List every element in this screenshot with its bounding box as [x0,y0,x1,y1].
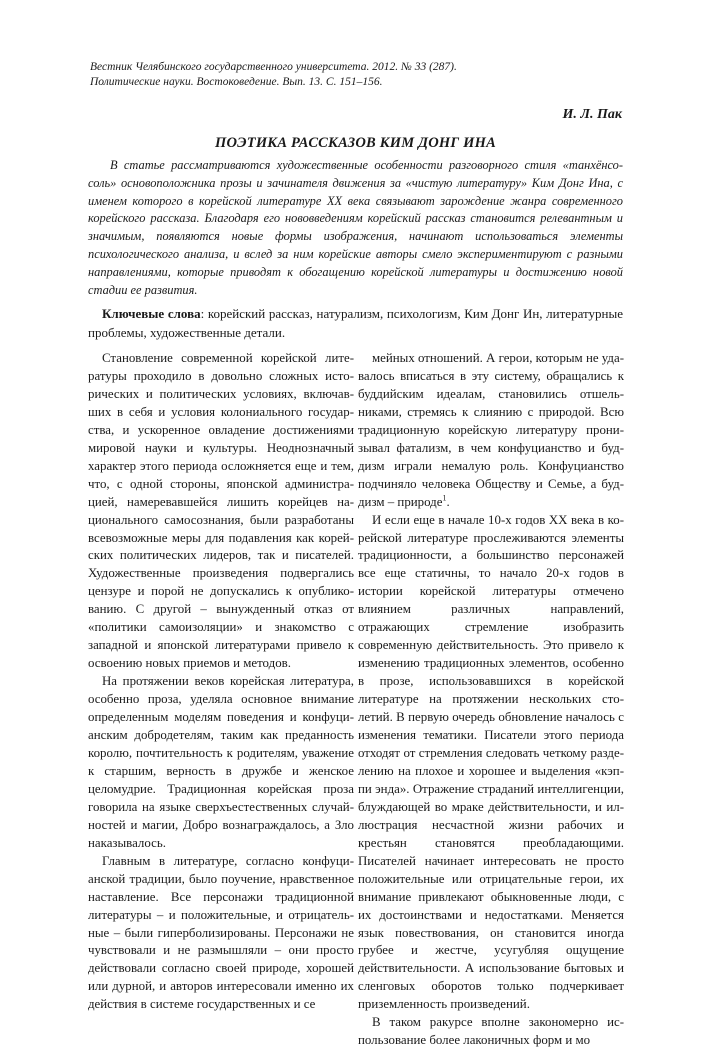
body-paragraph: И если еще в начале 10-х годов XX века в корейской литературе прослеживаются элементы традиционности, а большинство персонажей все еще статичны, то начало 20-х годов в истории корейской литературы отмечено влиянием различных направлений, отражающих стремление изобразить современную действительность. Это привело к изменению традиционных элементов, особенно в прозе, использовавшихся в корейской литературе на протяжении нескольких столетий. В первую очередь обновление началось с изменения тематики. Писатели этого периода отходят от стремления следовать четкому разделению на плохое и хорошее и выделения «кэппи энда». Отражение страданий интеллигенции, блуждающей во мраке действительности, и иллюстрация несчастной жизни рабочих и крестьян становятся преобладающими. Писателей начинает интересовать не просто положительные или отрицательные герои, их внимание привлекают обыкновенные люди, с их достоинствами и недостатками. Меняется язык повествования, он становится иногда грубее и жестче, усугубляя ощущение действительности. А использование бытовых и сленговых оборотов только подчеркивает приземленность произведений. [358,512,624,1012]
body-paragraph: На протяжении веков корейская литература, особенно проза, уделяла основное внимание определенным моделям поведения и конфуцианским добродетелям, таким как преданность королю, почтительность к родителям, уважение к старшим, верность в дружбе и женское целомудрие. Традиционная корейская проза говорила на языке сверхъестественных случайностей и магии, Добро вознаграждалось, а Зло наказывалось. [88,674,354,850]
journal-citation-line-2: Политические науки. Востоковедение. Вып. 13. С. 151–156. [90,76,383,88]
keywords-label: Ключевые слова [102,306,201,321]
body-paragraph: В таком ракурсе вполне закономерно использование более лаконичных форм и мо [358,1015,624,1048]
journal-citation-line-1: Вестник Челябинского государственного университета. 2012. № 33 (287). [90,61,457,73]
body-column-left [88,350,354,1014]
body-column-right [358,350,624,1050]
keywords-text: : корейский рассказ, натурализм, психологизм, Ким Донг Ин, литературные проблемы, художественные детали. [88,306,623,340]
body-paragraph: Становление современной корейской литературы проходило в довольно сложных исторических и политических условиях, включавших в себя и условия колониального государства, и ускоренное овладение достижениями мировой науки и культуры. Неоднозначный характер этого периода осложняется еще и тем, что, с одной стороны, японской администрацией, намеревавшейся лишить корейцев национального самосознания, были разработаны всевозможные меры для подавления как корейских политических лидеров, так и писателей. Художественные произведения подвергались цензуре и порой не допускались к опубликованию. С другой – вынужденный отказ от «политики самоизоляции» и знакомство с западной и японской литературами привело к освоению новых приемов и методов. [88,351,354,671]
journal-header [90,60,630,90]
abstract: В статье рассматриваются художественные особенности разговорного стиля «танхёнсосоль» основоположника прозы и зачинателя движения за «чистую литературу» Ким Донг Ина, с именем которого в корейской литературе XX века связывают зарождение жанра современного корейского рассказа. Благодаря его нововведениям корейский рассказ становится релевантным и значимым, появляются новые формы изображения, начинают использоваться элементы психологического анализа, и вслед за ним корейские авторы смело экспериментируют с разными направлениями, которые приводят к обогащению корейской литературы и достижению новой стадии ее развития. [88,158,623,297]
body-paragraph: Главным в литературе, согласно конфуцианской традиции, было поучение, нравственное наставление. Все персонажи традиционной литературы – и положительные, и отрицательные – были гиперболизированы. Персонажи не чувствовали и не размышляли – они просто действовали согласно своей природе, хорошей или дурной, и авторов интересовали именно их действия в системе государственных и се [88,853,354,1012]
article-title: ПОЭТИКА РАССКАЗОВ КИМ ДОНГ ИНА [214,135,497,151]
footnote-period: . [446,494,450,509]
author-name: И. Л. Пак [562,107,622,122]
body-paragraph [358,350,624,512]
body-paragraph-text: мейных отношений. А герои, которым не удавалось вписаться в эту систему, обращались к буддийским идеалам, становились отшельниками, стремясь к слиянию с природой. Всю традиционную корейскую литературу пронизывал фатализм, в чем конфуцианство и буддизм играли немалую роль. Конфуцианство подчиняло человека Обществу и Семье, а буддизм – природе [358,351,624,509]
footnote-marker[interactable]: 1 [442,493,447,503]
keywords [88,305,623,342]
